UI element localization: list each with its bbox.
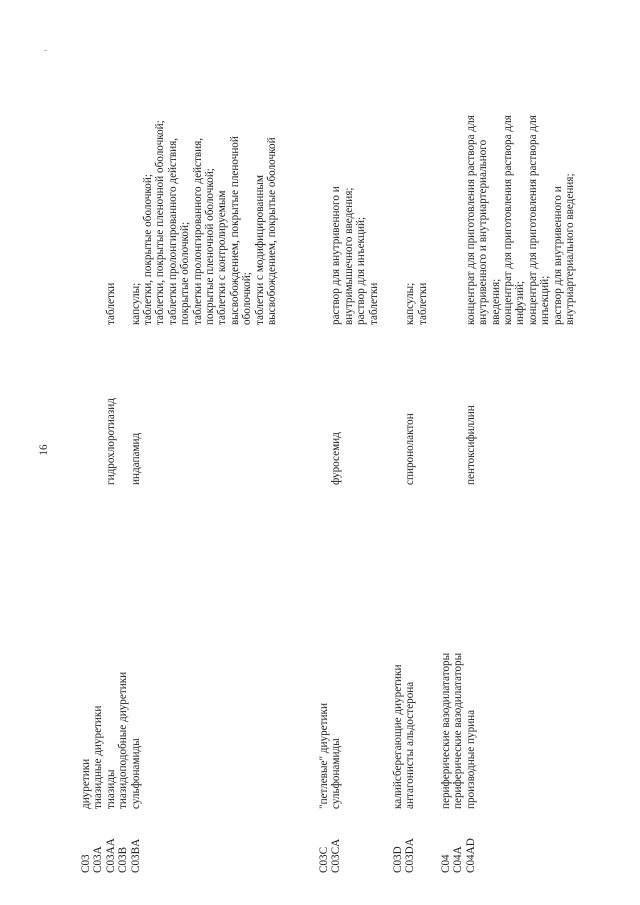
atc-code: C03B (117, 846, 130, 873)
group-name: антагонисты альдостерона (404, 681, 417, 809)
drug-name-cell (465, 325, 477, 485)
dosage-form-cell (130, 35, 279, 325)
dosage-form: таблетки, покрытые пленочной оболочкой; (154, 120, 167, 325)
drug-name: пентоксифиллин (464, 405, 477, 485)
dosage-form: таблетки с модифицированным (253, 175, 266, 325)
atc-code: C03AA (104, 838, 117, 873)
dosage-form: внутримышечного введения; (342, 187, 355, 325)
atc-code-cell (80, 813, 142, 873)
anatomical-group-cell (440, 549, 477, 809)
dosage-form: таблетки (104, 282, 117, 325)
dosage-form-cell (330, 35, 380, 325)
anatomical-group-cell (80, 549, 142, 809)
dosage-form: внутривенного и внутриартериального (477, 139, 490, 325)
dosage-form: покрытые оболочкой; (179, 221, 192, 325)
dosage-form: таблетки, покрытые оболочкой; (141, 174, 154, 325)
atc-code: C03CA (330, 838, 343, 873)
dosage-form: капсулы; (404, 282, 417, 325)
drug-name: индапамид (129, 432, 142, 485)
atc-code: C04AD (464, 838, 477, 873)
group-name: тиазидоподобные диуретики (117, 671, 130, 809)
atc-code: C03D (392, 846, 404, 873)
drug-name-cell (130, 325, 142, 485)
dosage-form-cell (465, 35, 577, 325)
dosage-form: капсулы; (129, 282, 142, 325)
group-name: сульфонамиды (129, 738, 142, 809)
atc-code: C03C (318, 846, 330, 873)
dosage-form: раствор для инъекций; (355, 216, 368, 325)
atc-code-cell (440, 813, 477, 873)
atc-code: C04A (452, 846, 465, 873)
dosage-form: инъекций; (539, 275, 552, 325)
drug-name: фуросемид (330, 432, 343, 485)
dosage-form: введения; (489, 278, 502, 325)
scan-mark (44, 50, 47, 51)
dosage-form: таблетки (367, 282, 380, 325)
atc-code-cell (318, 813, 343, 873)
dosage-form: инфузий; (514, 280, 527, 325)
atc-code: C03 (80, 854, 92, 873)
dosage-form: покрытые пленочной оболочкой; (203, 168, 216, 325)
drug-name-cell (330, 325, 342, 485)
dosage-form: оболочкой; (241, 272, 254, 325)
drug-name-cell (404, 325, 416, 485)
drug-name: гидрохлоротиазид (104, 398, 117, 485)
group-name: "петлевые" диуретики (318, 703, 330, 809)
atc-code: C04 (440, 854, 452, 873)
group-name: сульфонамиды (330, 738, 343, 809)
dosage-form: высвобождением, покрытые оболочкой (265, 137, 278, 325)
dosage-form: таблетки пролонгированного действия, (191, 137, 204, 325)
dosage-form: таблетки с контролируемым (216, 190, 229, 325)
atc-code: C03DA (404, 838, 417, 873)
dosage-form: таблетки (416, 282, 429, 325)
dosage-form: раствор для внутривенного и (551, 186, 564, 325)
anatomical-group-cell (392, 549, 417, 809)
page-number: 16 (38, 444, 50, 456)
dosage-form: внутриартериального введения; (563, 173, 576, 325)
dosage-form: концентрат для приготовления раствора для (526, 115, 539, 325)
group-name: диуретики (80, 758, 92, 809)
group-name: производные пурина (464, 709, 477, 809)
anatomical-group-cell (318, 549, 343, 809)
group-name: периферические вазодилататоры (440, 652, 452, 809)
dosage-form: высвобождением, покрытые пленочной (228, 136, 241, 325)
group-name: тиазиды (104, 769, 117, 809)
atc-code: C03A (92, 846, 105, 873)
atc-code: C03BA (129, 838, 142, 873)
drug-name-cell (105, 325, 117, 485)
drug-name: спиронолактон (404, 413, 417, 485)
dosage-form: раствор для внутривенного и (330, 186, 343, 325)
group-name: периферические вазодилататоры (452, 652, 465, 809)
dosage-form: концентрат для приготовления раствора для (501, 115, 514, 325)
dosage-form-cell (404, 35, 429, 325)
dosage-form: таблетки пролонгированного действия, (166, 137, 179, 325)
dosage-form-cell (105, 35, 117, 325)
atc-code-cell (392, 813, 417, 873)
dosage-form: концентрат для приготовления раствора для (464, 115, 477, 325)
group-name: тиазидные диуретики (92, 705, 105, 809)
group-name: калийсберегающие диуретики (392, 664, 404, 809)
